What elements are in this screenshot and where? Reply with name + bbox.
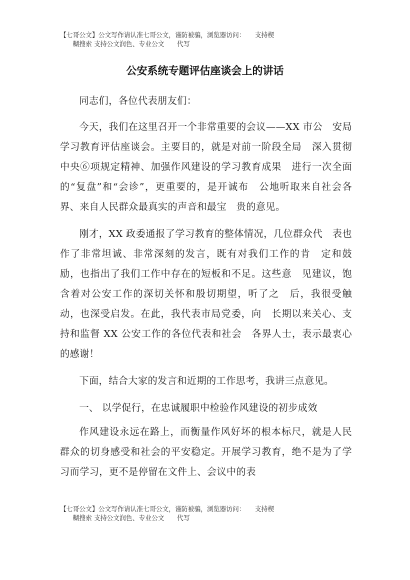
body-paragraph-4: 作风建设永远在路上，而衡量作风好坏的根本标尺，就是人民群众的切身感受和社会的平安稳定。开展学习教育，绝不是为了学习而学习，更不是停留在文件上、会议中的表 [60,427,352,478]
document-title: 公安系统专题评估座谈会上的讲话 [126,65,284,77]
body-paragraph-3: 下面，结合大家的发言和近期的工作思考，我讲三点意见。 [79,376,334,387]
section-heading-1: 一、 以学促行，在忠诚履职中检验作风建设的初步成效 [79,403,318,414]
footer-watermark-note [60,505,360,523]
header-watermark-note [60,31,360,49]
header-note-line-2: 糊搜索 支持公文润色、专业公文 代写 [60,40,190,48]
header-note-line-1: 【七哥公文】公文写作请认准七哥公文，谨防被骗，浏览器访问： 支持楔 [60,31,275,39]
footer-note-line-1: 【七哥公文】公文写作请认准七哥公文，谨防被骗，浏览器访问： 支持楔 [60,505,275,513]
body-paragraph-2: 刚才，XX 政委通报了学习教育的整体情况，几位群众代 表也作了非常坦诚、非常深刻的发言，既有对我们工作的肯 定和鼓励，也指出了我们工作中存在的短板和不足。这些意 见建议，饱含着对公安工作的深切关怀和殷切期望，听了之 后，我很受触动，也深受启发。在此，我代表市局党委，向 长期以来关心、支持和监督 XX 公安工作的各位代表和社会 各界人士，表示最衷心的感谢！ [60,229,352,360]
salutation-paragraph: 同志们，各位代表朋友们： [79,96,197,107]
footer-note-line-2: 糊搜索 支持公文润色、专业公文 代写 [60,514,190,522]
body-paragraph-1: 今天，我们在这里召开一个非常重要的会议——XX 市公 安局学习教育评估座谈会。主要目的，就是对前一阶段全局 深入贯彻中央⑥项规定精神、加强作风建设的学习教育成果 进行一次全面的“复盘”和“会诊”，更重要的，是开诚布 公地听取来自社会各界、来自人民群众最真实的声音和最宝 贵的意见。 [60,122,352,213]
document-body [60,92,352,490]
